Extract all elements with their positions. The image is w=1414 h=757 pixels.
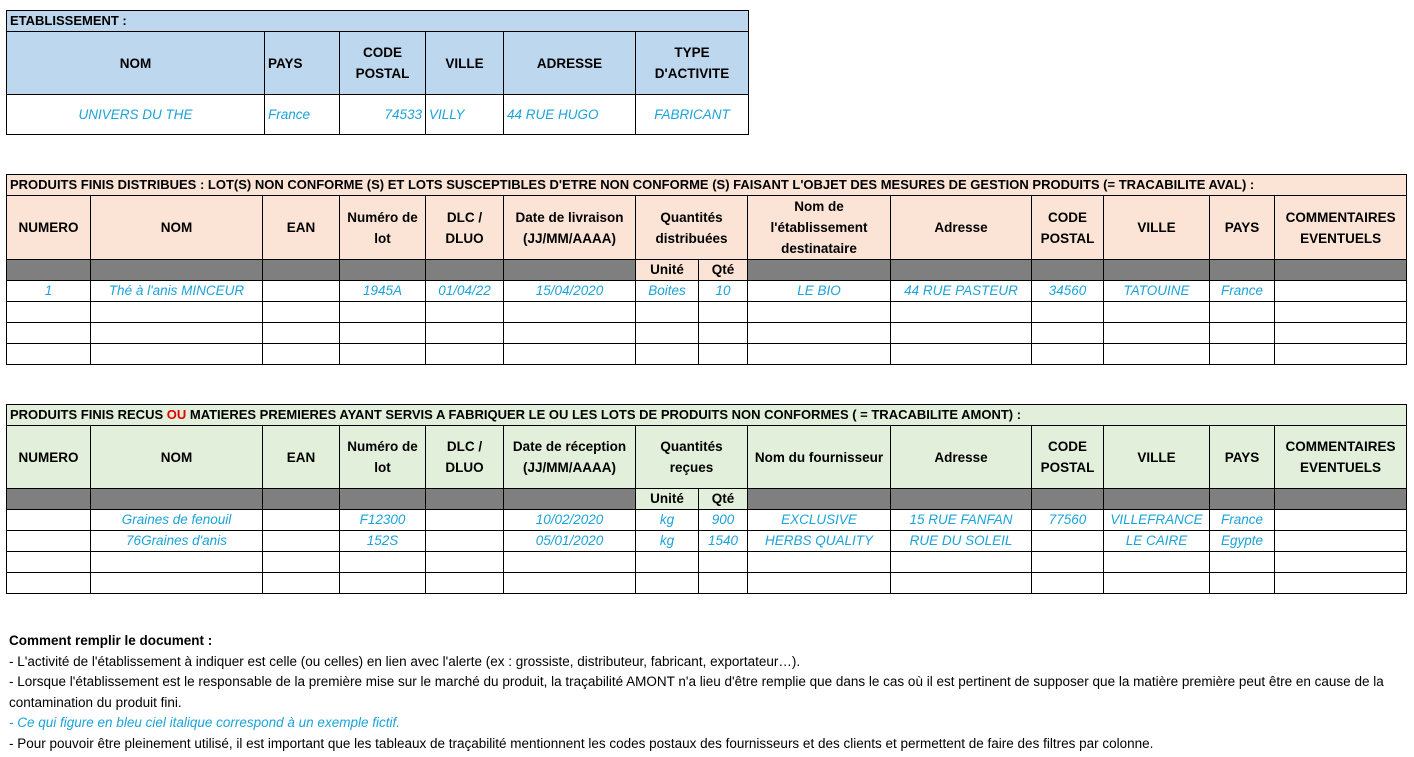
instruction-line-example: - Ce qui figure en bleu ciel italique correspond à un exemple fictif. [9, 715, 400, 730]
amont-title-part1: PRODUITS FINIS RECUS [10, 407, 167, 422]
aval-header-pays: PAYS [1210, 196, 1275, 260]
aval-cell-lot[interactable]: 1945A [340, 281, 426, 302]
empty-cell[interactable] [1032, 573, 1104, 594]
amont-cell-lot[interactable]: 152S [340, 531, 426, 552]
header-pays: PAYS [265, 32, 340, 95]
etablissement-title: ETABLISSEMENT : [7, 11, 749, 32]
amont-cell-qte[interactable]: 900 [699, 510, 748, 531]
amont-cell-ean[interactable] [263, 510, 340, 531]
amont-cell-nom[interactable]: 76Graines d'anis [91, 531, 263, 552]
aval-header-dlc: DLC / DLUO [426, 196, 504, 260]
empty-cell[interactable] [91, 573, 263, 594]
header-ville: VILLE [426, 32, 504, 95]
empty-cell[interactable] [7, 323, 91, 344]
amont-header-dlc: DLC / DLUO [426, 426, 504, 489]
empty-cell[interactable] [636, 323, 699, 344]
empty-cell[interactable] [91, 344, 263, 365]
instruction-line: - Lorsque l'établissement est le responsable de la première mise sur le marché du produit, la traçabilité AMONT n'a lieu d'être remplie que dans le cas où il est pertinent de supposer que la matière première peut être en cause de la contamination du produit fini. [9, 674, 1384, 710]
aval-header-destinataire: Nom de l'établissement destinataire [748, 196, 891, 260]
grey-band-cell [1032, 489, 1104, 510]
amont-header-ville: VILLE [1104, 426, 1210, 489]
empty-cell[interactable] [1275, 573, 1407, 594]
empty-cell[interactable] [263, 344, 340, 365]
grey-band-cell [504, 489, 636, 510]
amont-header-adresse: Adresse [891, 426, 1032, 489]
amont-cell-code-postal[interactable] [1032, 531, 1104, 552]
grey-band-cell [1275, 260, 1407, 281]
empty-cell[interactable] [1210, 344, 1275, 365]
empty-cell[interactable] [263, 323, 340, 344]
amont-cell-ean[interactable] [263, 531, 340, 552]
table-row [7, 281, 1407, 302]
empty-cell[interactable] [891, 552, 1032, 573]
empty-cell[interactable] [1210, 552, 1275, 573]
empty-row [7, 323, 1407, 344]
empty-cell[interactable] [263, 573, 340, 594]
amont-cell-unite[interactable]: kg [636, 531, 699, 552]
amont-header-fournisseur: Nom du fournisseur [748, 426, 891, 489]
amont-header-code-postal: CODE POSTAL [1032, 426, 1104, 489]
amont-sub-qte: Qté [699, 489, 748, 510]
header-code-postal: CODE POSTAL [340, 32, 426, 95]
amont-cell-fournisseur[interactable]: HERBS QUALITY [748, 531, 891, 552]
amont-cell-adresse[interactable]: 15 RUE FANFAN [891, 510, 1032, 531]
grey-band-cell [1210, 260, 1275, 281]
amont-cell-commentaires[interactable] [1275, 531, 1407, 552]
grey-band-cell [1104, 260, 1210, 281]
aval-header-adresse: Adresse [891, 196, 1032, 260]
aval-cell-adresse[interactable]: 44 RUE PASTEUR [891, 281, 1032, 302]
empty-cell[interactable] [340, 323, 426, 344]
empty-cell[interactable] [748, 552, 891, 573]
empty-cell[interactable] [636, 344, 699, 365]
aval-cell-commentaires[interactable] [1275, 281, 1407, 302]
empty-cell[interactable] [1032, 323, 1104, 344]
grey-band-cell [7, 489, 91, 510]
aval-cell-numero[interactable]: 1 [7, 281, 91, 302]
empty-cell[interactable] [426, 573, 504, 594]
empty-row [7, 302, 1407, 323]
amont-header-numero: NUMERO [7, 426, 91, 489]
empty-cell[interactable] [504, 573, 636, 594]
empty-cell[interactable] [1275, 344, 1407, 365]
empty-cell[interactable] [1104, 573, 1210, 594]
amont-header-ean: EAN [263, 426, 340, 489]
empty-cell[interactable] [636, 302, 699, 323]
empty-cell[interactable] [1104, 552, 1210, 573]
aval-cell-unite[interactable]: Boites [636, 281, 699, 302]
grey-band-cell [891, 260, 1032, 281]
empty-row [7, 552, 1407, 573]
grey-band-cell [1104, 489, 1210, 510]
empty-cell[interactable] [340, 344, 426, 365]
empty-cell[interactable] [1032, 344, 1104, 365]
amont-title-ou: OU [166, 407, 187, 422]
empty-cell[interactable] [1104, 344, 1210, 365]
amont-table [6, 404, 1407, 594]
instruction-line: - Pour pouvoir être pleinement utilisé, il est important que les tableaux de traçabilité mentionnent les codes postaux des fournisseurs et des clients et permettent de faire des filtres par colonne. [9, 735, 1154, 751]
amont-title-part2: MATIERES PREMIERES AYANT SERVIS A FABRIQUER LE OU LES LOTS DE PRODUITS NON CONFORMES ( = TRACABILITE AMONT) : [186, 407, 1022, 422]
empty-cell[interactable] [426, 302, 504, 323]
etab-type-cell[interactable]: FABRICANT [636, 95, 749, 135]
aval-title: PRODUITS FINIS DISTRIBUES : LOT(S) NON CONFORME (S) ET LOTS SUSCEPTIBLES D'ETRE NON CONFORME (S) FAISANT L'OBJET DES MESURES DE GESTION PRODUITS (= TRACABILITE AVAL) : [7, 175, 1407, 196]
grey-band-cell [340, 489, 426, 510]
empty-cell[interactable] [748, 573, 891, 594]
empty-cell[interactable] [340, 573, 426, 594]
empty-cell[interactable] [7, 573, 91, 594]
empty-row [7, 573, 1407, 594]
empty-cell[interactable] [636, 573, 699, 594]
grey-band-cell [340, 260, 426, 281]
amont-sub-unite: Unité [636, 489, 699, 510]
aval-sub-qte: Qté [699, 260, 748, 281]
empty-cell[interactable] [1104, 302, 1210, 323]
grey-band-cell [748, 260, 891, 281]
etab-adresse-cell[interactable]: 44 RUE HUGO [504, 95, 636, 135]
empty-cell[interactable] [263, 552, 340, 573]
amont-cell-commentaires[interactable] [1275, 510, 1407, 531]
empty-cell[interactable] [426, 323, 504, 344]
aval-cell-nom[interactable]: Thé à l'anis MINCEUR [91, 281, 263, 302]
empty-cell[interactable] [1210, 302, 1275, 323]
grey-band-cell [7, 260, 91, 281]
amont-header-lot: Numéro de lot [340, 426, 426, 489]
empty-cell[interactable] [891, 344, 1032, 365]
aval-cell-destinataire[interactable]: LE BIO [748, 281, 891, 302]
grey-band-cell [891, 489, 1032, 510]
empty-cell[interactable] [1210, 323, 1275, 344]
empty-cell[interactable] [91, 323, 263, 344]
amont-cell-ville[interactable]: VILLEFRANCE [1104, 510, 1210, 531]
grey-band-cell [504, 260, 636, 281]
empty-cell[interactable] [699, 323, 748, 344]
empty-cell[interactable] [426, 344, 504, 365]
etab-pays-cell[interactable]: France [265, 95, 340, 135]
aval-cell-qte[interactable]: 10 [699, 281, 748, 302]
empty-cell[interactable] [91, 302, 263, 323]
amont-cell-dlc[interactable] [426, 510, 504, 531]
empty-cell[interactable] [1032, 302, 1104, 323]
aval-cell-dlc[interactable]: 01/04/22 [426, 281, 504, 302]
amont-cell-ville[interactable]: LE CAIRE [1104, 531, 1210, 552]
empty-cell[interactable] [748, 344, 891, 365]
etab-code-postal-cell[interactable]: 74533 [340, 95, 426, 135]
empty-cell[interactable] [1275, 552, 1407, 573]
empty-cell[interactable] [699, 302, 748, 323]
amont-cell-code-postal[interactable]: 77560 [1032, 510, 1104, 531]
empty-cell[interactable] [748, 323, 891, 344]
empty-cell[interactable] [504, 344, 636, 365]
aval-header-numero: NUMERO [7, 196, 91, 260]
amont-cell-date[interactable]: 10/02/2020 [504, 510, 636, 531]
instructions-block [9, 631, 1404, 754]
grey-band-cell [426, 489, 504, 510]
amont-cell-fournisseur[interactable]: EXCLUSIVE [748, 510, 891, 531]
grey-band-cell [263, 489, 340, 510]
empty-cell[interactable] [7, 344, 91, 365]
empty-cell[interactable] [1275, 302, 1407, 323]
empty-cell[interactable] [699, 344, 748, 365]
aval-header-ville: VILLE [1104, 196, 1210, 260]
amont-cell-nom[interactable]: Graines de fenouil [91, 510, 263, 531]
amont-header-quantites: Quantités reçues [636, 426, 748, 489]
amont-cell-pays[interactable]: Egypte [1210, 531, 1275, 552]
instruction-line: - L'activité de l'établissement à indiquer est celle (ou celles) en lien avec l'alerte (ex : grossiste, distributeur, fabricant, exportateur…). [9, 653, 801, 669]
aval-header-nom: NOM [91, 196, 263, 260]
amont-title [7, 405, 1407, 426]
grey-band-cell [91, 489, 263, 510]
etablissement-table [6, 10, 749, 135]
aval-cell-pays[interactable]: France [1210, 281, 1275, 302]
aval-header-lot: Numéro de lot [340, 196, 426, 260]
empty-cell[interactable] [426, 552, 504, 573]
amont-cell-pays[interactable]: France [1210, 510, 1275, 531]
amont-cell-lot[interactable]: F12300 [340, 510, 426, 531]
empty-cell[interactable] [1032, 552, 1104, 573]
empty-cell[interactable] [340, 302, 426, 323]
empty-cell[interactable] [504, 552, 636, 573]
grey-band-cell [263, 260, 340, 281]
empty-cell[interactable] [1210, 573, 1275, 594]
etab-ville-cell[interactable]: VILLY [426, 95, 504, 135]
amont-cell-date[interactable]: 05/01/2020 [504, 531, 636, 552]
aval-table [6, 174, 1407, 365]
aval-header-commentaires: COMMENTAIRES EVENTUELS [1275, 196, 1407, 260]
empty-cell[interactable] [636, 552, 699, 573]
grey-band-cell [1032, 260, 1104, 281]
grey-band-cell [91, 260, 263, 281]
empty-cell[interactable] [340, 552, 426, 573]
empty-cell[interactable] [91, 552, 263, 573]
amont-cell-adresse[interactable]: RUE DU SOLEIL [891, 531, 1032, 552]
empty-cell[interactable] [1104, 323, 1210, 344]
amont-header-commentaires: COMMENTAIRES EVENTUELS [1275, 426, 1407, 489]
etab-nom-cell[interactable]: UNIVERS DU THE [7, 95, 265, 135]
aval-header-code-postal: CODE POSTAL [1032, 196, 1104, 260]
aval-cell-ville[interactable]: TATOUINE [1104, 281, 1210, 302]
empty-cell[interactable] [891, 323, 1032, 344]
empty-cell[interactable] [263, 302, 340, 323]
empty-cell[interactable] [504, 323, 636, 344]
empty-cell[interactable] [699, 573, 748, 594]
header-nom: NOM [7, 32, 265, 95]
aval-cell-ean[interactable] [263, 281, 340, 302]
table-row [7, 510, 1407, 531]
instructions-title: Comment remplir le document : [9, 633, 213, 648]
amont-cell-qte[interactable]: 1540 [699, 531, 748, 552]
amont-cell-numero[interactable] [7, 531, 91, 552]
table-row [7, 531, 1407, 552]
empty-cell[interactable] [748, 302, 891, 323]
aval-header-quantites: Quantités distribuées [636, 196, 748, 260]
empty-cell[interactable] [699, 552, 748, 573]
grey-band-cell [748, 489, 891, 510]
aval-cell-date[interactable]: 15/04/2020 [504, 281, 636, 302]
empty-cell[interactable] [504, 302, 636, 323]
empty-cell[interactable] [7, 552, 91, 573]
empty-cell[interactable] [7, 302, 91, 323]
amont-header-pays: PAYS [1210, 426, 1275, 489]
empty-cell[interactable] [891, 302, 1032, 323]
aval-header-ean: EAN [263, 196, 340, 260]
aval-sub-unite: Unité [636, 260, 699, 281]
amont-header-date: Date de réception (JJ/MM/AAAA) [504, 426, 636, 489]
grey-band-cell [1210, 489, 1275, 510]
empty-cell[interactable] [1275, 323, 1407, 344]
empty-row [7, 344, 1407, 365]
grey-band-cell [426, 260, 504, 281]
grey-band-cell [1275, 489, 1407, 510]
aval-header-date: Date de livraison (JJ/MM/AAAA) [504, 196, 636, 260]
amont-cell-dlc[interactable] [426, 531, 504, 552]
empty-cell[interactable] [891, 573, 1032, 594]
header-adresse: ADRESSE [504, 32, 636, 95]
amont-cell-unite[interactable]: kg [636, 510, 699, 531]
amont-cell-numero[interactable] [7, 510, 91, 531]
amont-header-nom: NOM [91, 426, 263, 489]
header-type-activite: TYPE D'ACTIVITE [636, 32, 749, 95]
aval-cell-code-postal[interactable]: 34560 [1032, 281, 1104, 302]
